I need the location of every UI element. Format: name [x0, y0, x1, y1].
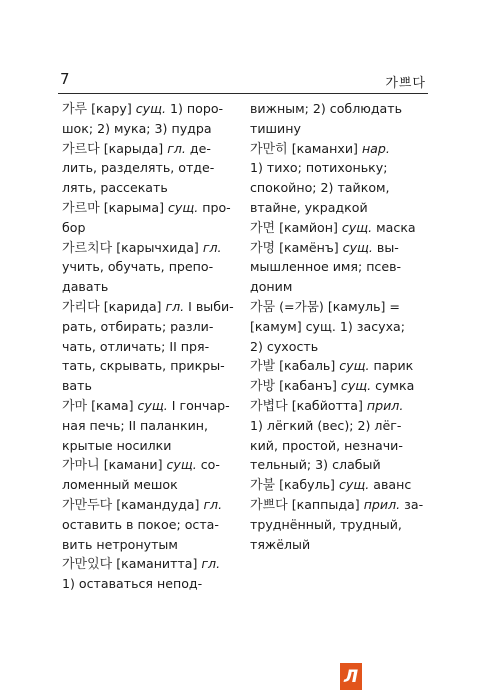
dictionary-line — [250, 257, 436, 277]
definition-text: 1) поро- — [165, 101, 224, 116]
transcription: (=가뭄) [камуль] = — [275, 298, 400, 314]
definition-text: оставить в покое; оста- — [62, 516, 219, 532]
dictionary-line — [62, 99, 250, 119]
dictionary-line — [250, 277, 436, 297]
dictionary-line — [62, 515, 250, 535]
dictionary-line — [62, 277, 250, 297]
dictionary-line — [250, 139, 436, 159]
headword: 가르치다 — [62, 240, 113, 256]
header-rule — [58, 93, 428, 94]
dictionary-line — [250, 356, 436, 376]
headword: 가방 — [250, 379, 276, 395]
dictionary-line — [62, 356, 250, 376]
dictionary-line — [250, 436, 436, 456]
headword: 가뭄 — [250, 299, 276, 315]
headword: 가만두다 — [62, 497, 113, 513]
part-of-speech: прил. — [363, 496, 401, 512]
definition-text: со- — [196, 457, 220, 473]
definition-text: де- — [185, 140, 211, 156]
dictionary-line — [250, 396, 436, 416]
part-of-speech: сущ. — [342, 239, 373, 255]
definition-text: спокойно; 2) тайком, — [250, 180, 390, 196]
dictionary-line — [62, 119, 250, 139]
definition-text: I гончар- — [167, 397, 230, 413]
dictionary-line — [250, 218, 436, 238]
definition-text: втайне, украдкой — [250, 199, 368, 215]
definition-text: лить, разделять, отде- — [62, 160, 215, 176]
headword: 가마 — [62, 398, 88, 414]
transcription: [карида] — [99, 298, 166, 314]
part-of-speech: сущ. — [137, 397, 168, 413]
dictionary-line — [62, 337, 250, 357]
transcription: [камани] — [99, 457, 167, 473]
dictionary-line — [62, 257, 250, 277]
headword: 가발 — [250, 359, 276, 375]
part-of-speech: прил. — [366, 397, 404, 413]
running-head: 가쁘다 — [385, 76, 426, 91]
headword: 가르마 — [62, 200, 100, 216]
headword: 가마니 — [62, 458, 100, 474]
dictionary-line — [250, 297, 436, 317]
headword: 가명 — [250, 240, 276, 256]
definition-text: учить, обучать, препо- — [62, 259, 214, 275]
headword: 가쁘다 — [250, 497, 288, 513]
page-header — [58, 66, 428, 94]
headword: 가만있다 — [62, 557, 113, 573]
transcription: [камандуда] — [112, 496, 204, 512]
definition-text: доним — [250, 279, 293, 295]
definition-text: тишину — [250, 120, 301, 136]
definition-text: тать, скрывать, прикры- — [62, 358, 225, 374]
definition-text: вижным; 2) соблюдать — [250, 101, 403, 116]
dictionary-line — [250, 535, 436, 555]
dictionary-line — [62, 554, 250, 574]
definition-text: кий, простой, незначи- — [250, 437, 403, 453]
dictionary-line — [62, 218, 250, 238]
right-column — [250, 99, 436, 554]
part-of-speech: сущ. — [338, 477, 370, 493]
definition-text: мышленное имя; псев- — [250, 259, 402, 275]
dictionary-line — [62, 297, 250, 317]
definition-text: вы- — [372, 239, 399, 255]
dictionary-line — [62, 376, 250, 396]
definition-text: I выби- — [184, 298, 234, 314]
transcription: [кару] — [87, 101, 136, 116]
definition-text: 2) сухость — [250, 338, 319, 354]
dictionary-line — [250, 455, 436, 475]
part-of-speech: гл. — [201, 556, 221, 572]
transcription: [кабанъ] — [275, 378, 341, 394]
definition-text: шок; 2) мука; 3) пудра — [62, 120, 212, 136]
dictionary-line — [62, 198, 250, 218]
transcription: [кабуль] — [275, 477, 339, 493]
dictionary-line — [250, 376, 436, 396]
dictionary-line — [250, 515, 436, 535]
dictionary-line — [62, 139, 250, 159]
dictionary-line — [250, 99, 436, 119]
headword: 가리다 — [62, 299, 100, 315]
transcription: [кама] — [87, 397, 138, 413]
dictionary-line — [250, 178, 436, 198]
page-number: 7 — [60, 70, 70, 88]
definition-text: ломенный мешок — [62, 477, 178, 493]
part-of-speech: гл. — [165, 298, 185, 314]
part-of-speech: сущ. — [168, 199, 199, 215]
transcription: [карычхида] — [112, 239, 203, 255]
part-of-speech: сущ. — [339, 358, 370, 374]
definition-text: парик — [369, 358, 414, 374]
transcription: [камёнъ] — [275, 239, 343, 255]
headword: 가르다 — [62, 141, 100, 157]
dictionary-line — [62, 238, 250, 258]
dictionary-line — [62, 158, 250, 178]
definition-text: вать — [62, 378, 92, 394]
transcription: [кабйотта] — [287, 397, 367, 413]
dictionary-line — [62, 535, 250, 555]
part-of-speech: гл. — [203, 496, 223, 512]
definition-text: бор — [62, 219, 86, 235]
definition-text: лять, рассекать — [62, 180, 168, 196]
dictionary-line — [62, 396, 250, 416]
publisher-logo — [340, 663, 362, 690]
headword: 가볍다 — [250, 398, 288, 414]
left-column — [62, 99, 250, 594]
transcription: [кабаль] — [275, 358, 340, 374]
headword: 가만히 — [250, 141, 288, 157]
definition-text: вить нетронутым — [62, 536, 178, 552]
dictionary-line — [250, 475, 436, 495]
transcription: [каманхи] — [287, 140, 362, 156]
definition-text: крытые носилки — [62, 437, 172, 453]
dictionary-line — [250, 317, 436, 337]
dictionary-line — [62, 317, 250, 337]
dictionary-line — [250, 416, 436, 436]
definition-text: сумка — [371, 378, 415, 394]
definition-text: маска — [372, 219, 416, 235]
definition-text: за- — [400, 496, 424, 512]
definition-text: аванс — [369, 477, 412, 493]
part-of-speech: сущ. — [135, 101, 166, 116]
dictionary-line — [62, 495, 250, 515]
definition-text: [камум] сущ. 1) засуха; — [250, 318, 405, 334]
definition-text: ная печь; II паланкин, — [62, 417, 209, 433]
dictionary-line — [62, 475, 250, 495]
part-of-speech: сущ. — [341, 219, 373, 235]
transcription: [карыда] — [99, 140, 168, 156]
dictionary-line — [62, 455, 250, 475]
transcription: [карыма] — [99, 199, 168, 215]
transcription: [каманитта] — [112, 556, 202, 572]
dictionary-line — [250, 238, 436, 258]
definition-text: чать, отличать; II пря- — [62, 338, 210, 354]
part-of-speech: гл. — [202, 239, 222, 255]
headword: 가불 — [250, 478, 276, 494]
definition-text: тяжёлый — [250, 536, 311, 552]
part-of-speech: гл. — [167, 140, 186, 156]
definition-text: рать, отбирать; разли- — [62, 318, 214, 334]
definition-text: тельный; 3) слабый — [250, 457, 381, 473]
definition-text: 1) оставаться непод- — [62, 576, 203, 592]
headword: 가루 — [62, 102, 88, 117]
dictionary-line — [250, 119, 436, 139]
dictionary-line — [250, 337, 436, 357]
part-of-speech: сущ. — [166, 457, 197, 473]
dictionary-line — [62, 574, 250, 594]
dictionary-line — [250, 198, 436, 218]
part-of-speech: нар. — [361, 140, 390, 156]
definition-text: 1) лёгкий (вес); 2) лёг- — [250, 417, 402, 433]
dictionary-line — [250, 158, 436, 178]
dictionary-line — [62, 416, 250, 436]
part-of-speech: сущ. — [340, 378, 372, 394]
headword: 가면 — [250, 220, 276, 236]
definition-text: давать — [62, 279, 109, 295]
dictionary-line — [62, 436, 250, 456]
transcription: [камйон] — [275, 219, 342, 235]
definition-text: про- — [198, 199, 231, 215]
definition-text: труднённый, трудный, — [250, 516, 402, 532]
dictionary-line — [250, 495, 436, 515]
transcription: [каппыда] — [287, 496, 364, 512]
publisher-logo-letter: Л — [343, 666, 359, 687]
definition-text: 1) тихо; потихоньку; — [250, 160, 388, 176]
dictionary-line — [62, 178, 250, 198]
